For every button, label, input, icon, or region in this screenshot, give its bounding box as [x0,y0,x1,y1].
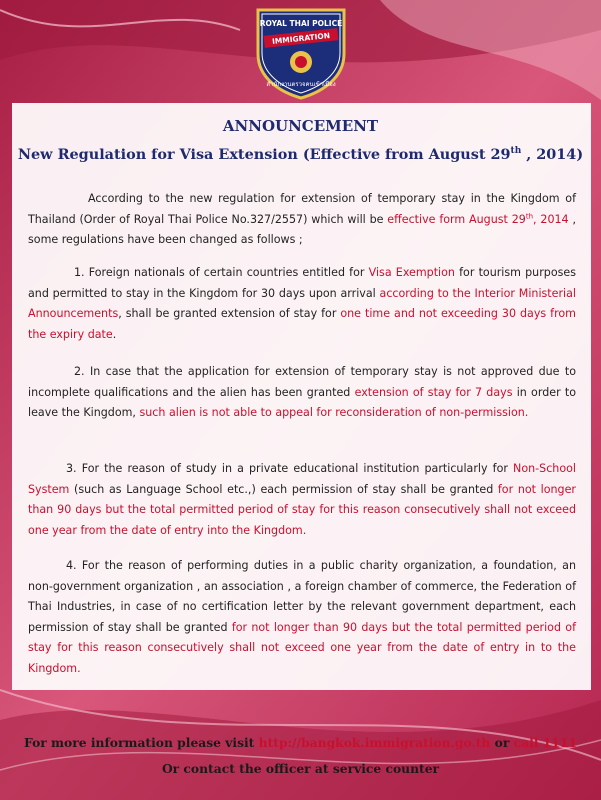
intro-text-1: According to the new regulation for extension of temporary stay in the Kingdom of Thailand (Order of Royal Thai Police No.327/2557) which will be [28,192,576,226]
intro-date-sup: th [525,211,534,220]
item3-highlight-2: for not longer than 90 days but the total permitted period of stay for this reason consecutively shall not exceed one year from the date of entry into the Kingdom. [28,482,576,537]
intro-date-year: , 2014 [533,212,569,226]
item2-highlight-1: extension of stay for 7 days [354,385,513,399]
title-end: , 2014) [521,146,584,163]
item1-text-3: , shall be granted extension of stay for [118,307,341,320]
item2-text-2: in order to leave the Kingdom, [28,385,576,419]
item3-text-1: 3. For the reason of study in a private educational institution particularly for [66,462,514,475]
regulation-item-2 [28,362,576,424]
item4-text-1: 4. For the reason of performing duties in a public charity organization, a foundation, an non-government organization , an association , a foreign chamber of commerce, the Federation of Thai Industries, in case of no certification letter by the relevant government department, each permission of stay shall be granted [28,559,576,634]
footer-contact-line: Or contact the officer at service counter [161,761,440,776]
item1-text-4: . [112,327,117,341]
badge-top-text: ROYAL THAI POLICE [259,19,343,28]
announcement-heading: ANNOUNCEMENT [222,117,379,135]
item1-highlight-2: according to the Interior Ministerial Announcements [28,286,576,320]
item1-text-2: for tourism purposes and permitted to stay in the Kingdom for 30 days upon arrival [28,266,576,300]
intro-text-2: , some regulations have been changed as follows ; [28,212,576,246]
item4-highlight-1: for not longer than 90 days but the total permitted period of stay for this reason consecutively shall not exceed one year from the date of entry in to the Kingdom. [28,620,576,675]
item1-highlight-3: one time and not exceeding 30 days from the expiry date [28,307,576,341]
call-number: call 1111 [513,735,577,750]
item2-text-1: 2. In case that the application for extension of temporary stay is not approved due to incomplete qualifications and the alien has been granted [28,365,576,399]
title-sup: th [510,146,522,157]
item1-text-1: 1. Foreign nationals of certain countries entitled for [74,266,369,279]
regulation-item-4 [28,556,576,679]
intro-paragraph [28,189,576,251]
intro-date: effective form August 29 [387,212,526,226]
footer-info-line [0,735,601,750]
item1-highlight-1: Visa Exemption [368,266,455,279]
regulation-item-3 [28,459,576,541]
immigration-police-badge [252,4,350,100]
title-main: New Regulation for Visa Extension (Effective from August 29 [17,146,511,163]
footer-visit-text: For more information please visit [24,735,259,750]
item3-highlight-1: Non-School System [28,462,576,496]
item2-highlight-2: such alien is not able to appeal for reconsideration of non-permission. [139,406,529,419]
item3-text-2: (such as Language School etc.,) each permission of stay shall be granted [69,482,498,496]
page-title [0,146,601,163]
regulation-item-1 [28,263,576,345]
badge-band-text: IMMIGRATION [271,30,331,47]
badge-bottom-text: สำนักงานตรวจคนเข้าเมือง [266,81,336,88]
immigration-website-link[interactable]: http://bangkok.immigration.go.th [258,735,491,750]
footer-or-text: or [490,735,514,750]
